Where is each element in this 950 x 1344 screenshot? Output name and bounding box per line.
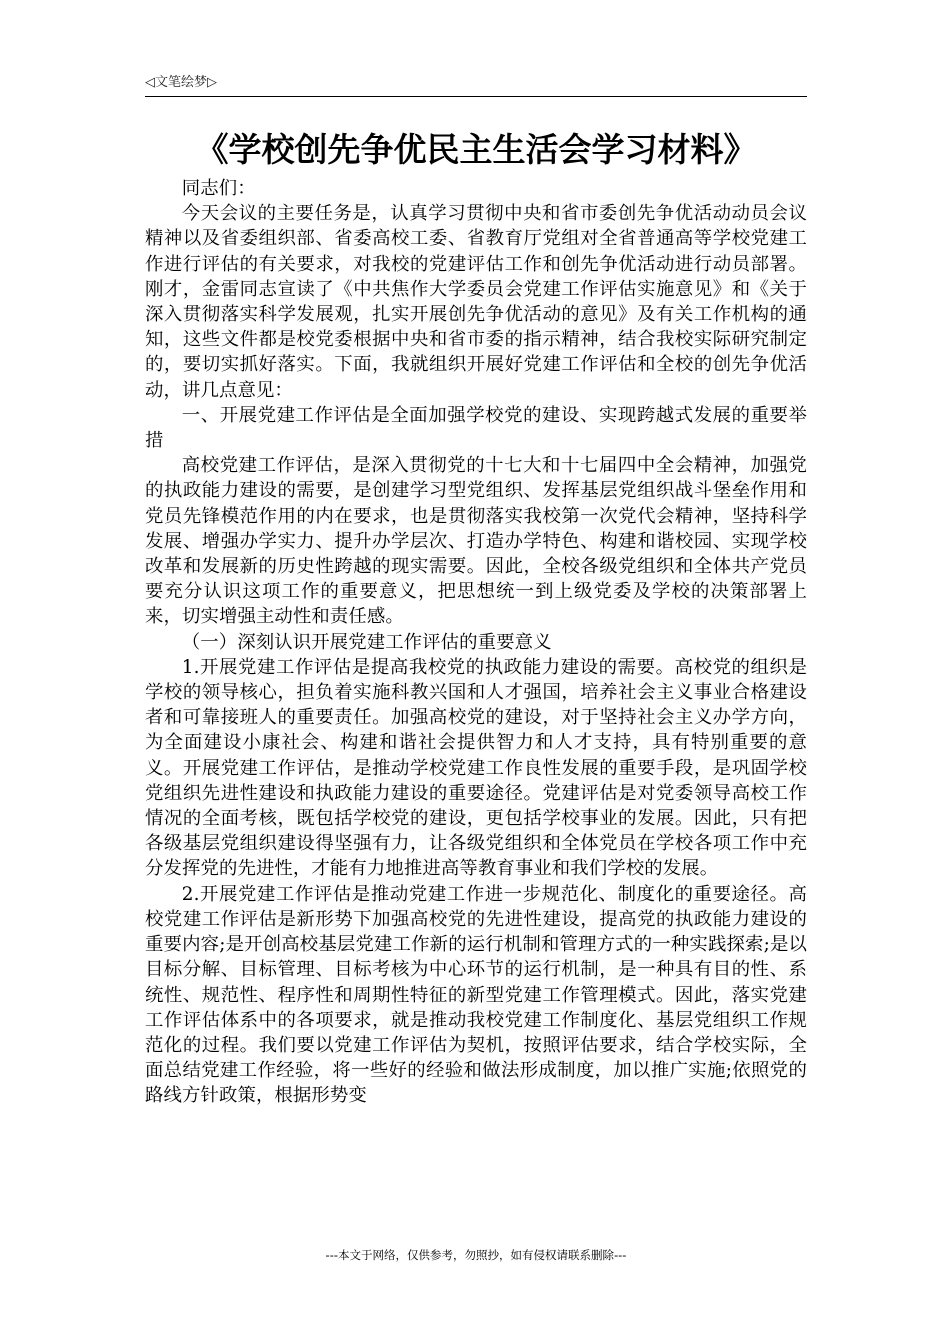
section-heading: 一、开展党建工作评估是全面加强学校党的建设、实现跨越式发展的重要举措 (145, 404, 807, 452)
document-body (145, 176, 807, 1109)
body-paragraph: 2.开展党建工作评估是推动党建工作进一步规范化、制度化的重要途径。高校党建工作评估是新形势下加强高校党的先进性建设，提高党的执政能力建设的重要内容;是开创高校基层党建工作新的运行机制和管理方式的一种实践探索;是以目标分解、目标管理、目标考核为中心环节的运行机制，是一种具有目的性、系统性、规范性、程序性和周期性特征的新型党建工作管理模式。因此，落实党建工作评估体系中的各项要求，就是推动我校党建工作制度化、基层党组织工作规范化的过程。我们要以党建工作评估为契机，按照评估要求，结合学校实际，全面总结党建工作经验，将一些好的经验和做法形成制度，加以推广实施;依照党的路线方针政策，根据形势变 (145, 883, 807, 1107)
footer-disclaimer: ---本文于网络，仅供参考，勿照抄，如有侵权请联系删除--- (325, 1248, 627, 1262)
body-paragraph: 今天会议的主要任务是，认真学习贯彻中央和省市委创先争优活动动员会议精神以及省委组织部、省委高校工委、省教育厅党组对全省普通高等学校党建工作进行评估的有关要求，对我校的党建评估工作和创先争优活动进行动员部署。刚才，金雷同志宣读了《中共焦作大学委员会党建工作评估实施意见》和《关于深入贯彻落实科学发展观，扎实开展创先争优活动的意见》及有关工作机构的通知，这些文件都是校党委根据中央和省市委的指示精神，结合我校实际研究制定的，要切实抓好落实。下面，我就组织开展好党建工作评估和全校的创先争优活动，讲几点意见： (145, 203, 807, 401)
header-brand: ◁文笔绘梦▷ (145, 75, 217, 90)
header-divider (145, 96, 807, 97)
salutation: 同志们： (181, 178, 256, 199)
body-paragraph: 高校党建工作评估，是深入贯彻党的十七大和十七届四中全会精神，加强党的执政能力建设的需要，是创建学习型党组织、发挥基层党组织战斗堡垒作用和党员先锋模范作用的内在要求，也是贯彻落实我校第一次党代会精神，坚持科学发展、增强办学实力、提升办学层次、打造办学特色、构建和谐校园、实现学校改革和发展新的历史性跨越的现实需要。因此，全校各级党组织和全体共产党员要充分认识这项工作的重要意义，把思想统一到上级党委及学校的决策部署上来，切实增强主动性和责任感。 (145, 455, 807, 628)
document-title: 《学校创先争优民主生活会学习材料》 (195, 130, 757, 169)
body-paragraph: 1.开展党建工作评估是提高我校党的执政能力建设的需要。高校党的组织是学校的领导核心，担负着实施科教兴国和人才强国，培养社会主义事业合格建设者和可靠接班人的重要责任。加强高校党的建设，对于坚持社会主义办学方向，为全面建设小康社会、构建和谐社会提供智力和人才支持，具有特别重要的意义。开展党建工作评估，是推动学校党建工作良性发展的重要手段，是巩固学校党组织先进性建设和执政能力建设的重要途径。党建评估是对党委领导高校工作情况的全面考核，既包括学校党的建设，更包括学校事业的发展。因此，只有把各级基层党组织建设得坚强有力，让各级党组织和全体党员在学校各项工作中充分发挥党的先进性，才能有力地推进高等教育事业和我们学校的发展。 (145, 656, 807, 880)
subsection-heading: （一）深刻认识开展党建工作评估的重要意义 (181, 631, 552, 653)
